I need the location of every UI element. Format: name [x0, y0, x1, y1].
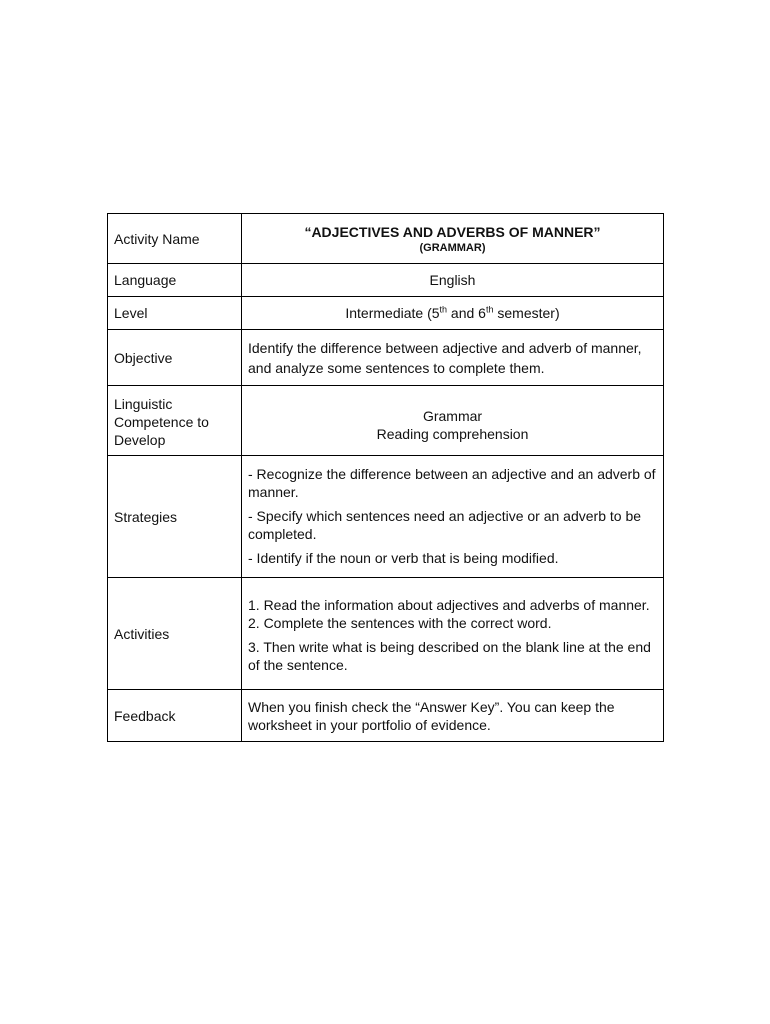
feedback-label: Feedback	[108, 690, 242, 742]
activities-cell	[242, 578, 664, 690]
strategies-cell	[242, 456, 664, 578]
strategy-item: - Recognize the difference between an adjective and an adverb of manner.	[248, 465, 656, 500]
strategies-label: Strategies	[108, 456, 242, 578]
activity-subtitle: (GRAMMAR)	[419, 241, 486, 254]
row-level	[108, 297, 664, 330]
activity-title: “ADJECTIVES AND ADVERBS OF MANNER”	[304, 223, 601, 240]
language-label: Language	[108, 264, 242, 297]
activity-name-label: Activity Name	[108, 214, 242, 264]
level-label: Level	[108, 297, 242, 330]
activity-name-cell	[242, 214, 664, 264]
level-suffix: semester)	[493, 305, 560, 321]
row-objective	[108, 330, 664, 386]
competence-cell	[242, 386, 664, 456]
level-sup-1: th	[439, 304, 448, 315]
row-feedback	[108, 690, 664, 742]
row-strategies	[108, 456, 664, 578]
competence-label: Linguistic Competence to Develop	[108, 386, 242, 456]
strategy-item: - Identify if the noun or verb that is being modified.	[248, 549, 559, 566]
row-activity-name	[108, 214, 664, 264]
objective-value: Identify the difference between adjective and adverb of manner, and analyze some sentences to complete them.	[242, 330, 664, 386]
row-activities	[108, 578, 664, 690]
competence-line-2: Reading comprehension	[376, 426, 529, 442]
activities-label: Activities	[108, 578, 242, 690]
row-competence	[108, 386, 664, 456]
language-value: English	[242, 264, 664, 297]
activity-item-3: 3. Then write what is being described on the blank line at the end of the sentence.	[248, 638, 651, 673]
competence-line-1: Grammar	[422, 408, 483, 424]
activity-item-2: 2. Complete the sentences with the correct word.	[248, 614, 552, 631]
feedback-value: When you finish check the “Answer Key”. You can keep the worksheet in your portfolio of evidence.	[242, 690, 664, 742]
level-prefix: Intermediate (5	[345, 305, 440, 321]
level-value	[242, 297, 664, 330]
level-sup-2: th	[485, 304, 494, 315]
row-language	[108, 264, 664, 297]
level-mid: and 6	[447, 305, 486, 321]
activity-table	[107, 213, 664, 742]
objective-label: Objective	[108, 330, 242, 386]
activity-item-1: 1. Read the information about adjectives and adverbs of manner.	[248, 596, 650, 613]
strategy-item: - Specify which sentences need an adjective or an adverb to be completed.	[248, 507, 642, 542]
